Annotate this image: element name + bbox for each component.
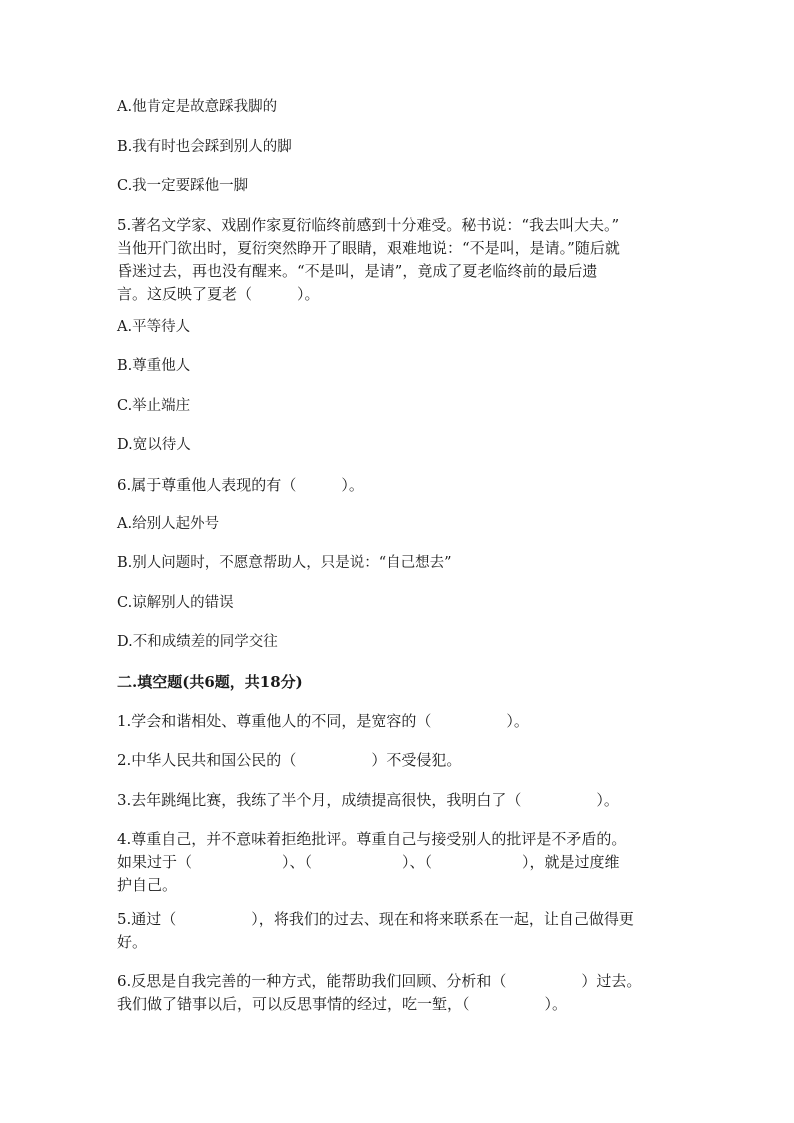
- fill-question-5-line-2: 好。: [117, 933, 148, 951]
- q5-option-b: B.尊重他人: [117, 358, 191, 374]
- fill-question-6-line-2: 我们做了错事以后，可以反思事情的经过，吃一堑，（ ）。: [117, 995, 568, 1013]
- q4-option-b: B.我有时也会踩到别人的脚: [117, 139, 292, 155]
- q6-option-d: D.不和成绩差的同学交往: [117, 634, 278, 650]
- q5-stem-line-4: 言。这反映了夏老（ ）。: [117, 285, 320, 303]
- q6-option-a: A.给别人起外号: [117, 516, 220, 532]
- q5-stem-line-3: 昏迷过去，再也没有醒来。“不是叫，是请”，竟成了夏老临终前的最后遗: [117, 262, 598, 280]
- fill-question-2: 2.中华人民共和国公民的（ ）不受侵犯。: [117, 751, 462, 769]
- fill-question-4-line-3: 护自己。: [117, 876, 178, 894]
- q5-option-a: A.平等待人: [117, 319, 191, 335]
- q5-stem-line-2: 当他开门欲出时，夏衍突然睁开了眼睛，艰难地说：“不是叫，是请。”随后就: [117, 239, 620, 257]
- fill-question-4-line-2: 如果过于（ ）、（ ）、（ ），就是过度维: [117, 853, 620, 871]
- q4-option-a: A.他肯定是故意踩我脚的: [117, 99, 278, 115]
- q5-stem-line-1: 5.著名文学家、戏剧作家夏衍临终前感到十分难受。秘书说：“我去叫大夫。”: [117, 216, 620, 234]
- q5-option-d: D.宽以待人: [117, 437, 191, 453]
- q6-stem: 6.属于尊重他人表现的有（ ）。: [117, 476, 364, 494]
- fill-question-4-line-1: 4.尊重自己，并不意味着拒绝批评。尊重自己与接受别人的批评是不矛盾的。: [117, 830, 627, 848]
- q4-option-c: C.我一定要踩他一脚: [117, 178, 249, 194]
- section-heading: 二.填空题(共6题，共18分): [117, 673, 303, 691]
- q6-option-c: C.谅解别人的错误: [117, 595, 234, 611]
- fill-question-1: 1.学会和谐相处、尊重他人的不同，是宽容的（ ）。: [117, 712, 529, 730]
- fill-question-5-line-1: 5.通过（ ），将我们的过去、现在和将来联系在一起，让自己做得更: [117, 910, 634, 928]
- fill-question-3: 3.去年跳绳比赛，我练了半个月，成绩提高很快，我明白了（ ）。: [117, 791, 619, 809]
- q5-option-c: C.举止端庄: [117, 398, 191, 414]
- fill-question-6-line-1: 6.反思是自我完善的一种方式，能帮助我们回顾、分析和（ ）过去。: [117, 972, 642, 990]
- q6-option-b: B.别人问题时，不愿意帮助人，只是说：“自己想去”: [117, 555, 452, 571]
